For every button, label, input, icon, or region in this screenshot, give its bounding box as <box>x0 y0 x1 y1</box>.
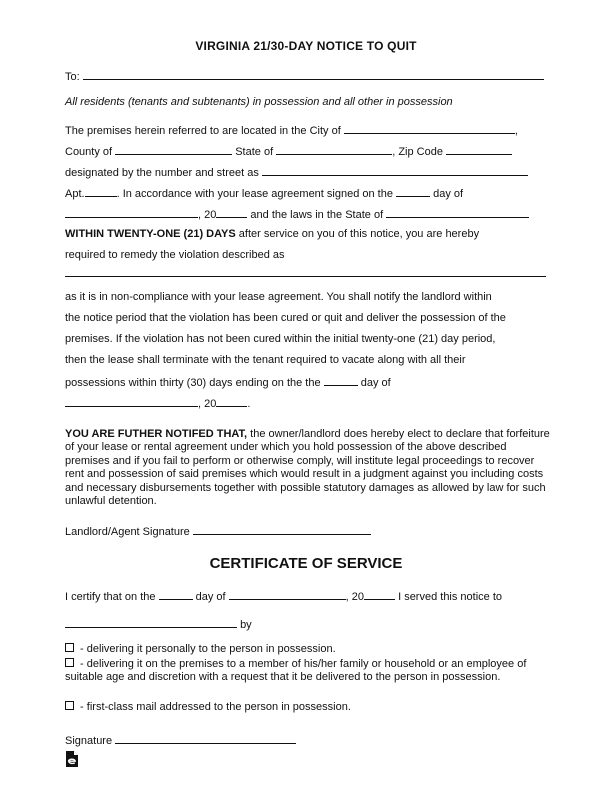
quit-day-field[interactable] <box>324 374 358 386</box>
within-line <box>65 227 479 241</box>
served-text: I served this notice to <box>398 591 503 603</box>
certify-label: I certify that on the <box>65 591 156 603</box>
by-label: by <box>240 619 252 631</box>
to-label: To: <box>65 71 80 83</box>
apt-label: Apt. <box>65 188 85 200</box>
within-rest: after service on you of this notice, you are hereby <box>235 228 480 240</box>
page-title: VIRGINIA 21/30-DAY NOTICE TO QUIT <box>195 39 417 53</box>
lease-text: . In accordance with your lease agreement signed on the <box>116 188 393 200</box>
body-line-5 <box>65 374 391 390</box>
designated-label: designated by the number and street as <box>65 167 259 179</box>
lease-month-field[interactable] <box>65 206 198 218</box>
within-bold: WITHIN TWENTY-ONE (21) DAYS <box>65 228 236 240</box>
quit-month-field[interactable] <box>65 395 198 407</box>
lease-year-field[interactable] <box>216 206 247 218</box>
state-label: State of <box>235 146 274 158</box>
certify-day-field[interactable] <box>159 588 193 600</box>
option-premises-checkbox[interactable] <box>65 658 74 667</box>
further-bold: YOU ARE FUTHER NOTIFED THAT, <box>65 428 248 440</box>
served-to-line <box>65 616 252 632</box>
lease-date-line <box>65 206 529 222</box>
quit-year-field[interactable] <box>216 395 247 407</box>
signature-label: Signature <box>65 735 113 747</box>
served-to-field[interactable] <box>65 616 237 628</box>
residents-line: All residents (tenants and subtenants) in possession and all other in possession <box>65 96 453 108</box>
laws-state-field[interactable] <box>386 206 529 218</box>
zip-field[interactable] <box>446 143 512 155</box>
to-line <box>65 68 544 84</box>
option-personal-text: - delivering it personally to the person in possession. <box>77 643 336 655</box>
designated-line <box>65 164 528 180</box>
apt-field[interactable] <box>85 185 117 197</box>
to-field[interactable] <box>83 68 544 80</box>
body-line-1: as it is in non-compliance with your lease agreement. You shall notify the landlord within <box>65 291 492 303</box>
option-personal <box>65 643 551 656</box>
certificate-heading: CERTIFICATE OF SERVICE <box>209 555 403 572</box>
county-field[interactable] <box>115 143 232 155</box>
county-label: County of <box>65 146 113 158</box>
required-line: required to remedy the violation described as <box>65 249 285 261</box>
option-premises <box>65 658 551 685</box>
day-of-label: day of <box>433 188 464 200</box>
certify-month-field[interactable] <box>229 588 346 600</box>
laws-text: and the laws in the State of <box>250 209 384 221</box>
body-line-2: the notice period that the violation has been cured or quit and deliver the possession of the <box>65 312 506 324</box>
state-field[interactable] <box>276 143 392 155</box>
option-mail <box>65 701 551 714</box>
lease-year-prefix: , 20 <box>198 209 217 221</box>
quit-year-prefix: , 20 <box>198 398 217 410</box>
violation-field[interactable] <box>65 276 546 277</box>
certify-year-prefix: , 20 <box>345 591 365 603</box>
option-premises-text: - delivering it on the premises to a member of his/her family or household or an employee of suitable age and discretion with a request that it be delivered to the person in possession. <box>65 658 527 684</box>
body-line-4: then the lease shall terminate with the tenant required to vacate along with all their <box>65 354 466 366</box>
body-line-3: premises. If the violation has not been cured within the initial twenty-one (21) day period, <box>65 333 496 345</box>
quit-date-line <box>65 395 250 411</box>
city-field[interactable] <box>344 122 515 134</box>
landlord-signature-field[interactable] <box>193 523 371 535</box>
certify-day-of: day of <box>195 591 226 603</box>
eforms-logo-icon <box>65 751 79 767</box>
city-line: The premises herein referred to are located in the City of , <box>65 122 518 138</box>
landlord-signature-label: Landlord/Agent Signature <box>65 526 190 538</box>
street-field[interactable] <box>262 164 528 176</box>
premises-intro: The premises herein referred to are located in the City of <box>65 125 341 137</box>
apt-line <box>65 185 463 201</box>
further-text: the owner/landlord does hereby elect to declare that forfeiture of your lease or rental agreement under which you hold possession of the above described premises and if you fail to perform or otherwise comply, will institute legal proceedings to recover rent and possession of said premises which would result in a judgment against you including costs and necessary disbursements together with possible statutory damages as allowed by law for such unlawful detention. <box>65 428 550 508</box>
county-line <box>65 143 512 159</box>
landlord-signature-line <box>65 523 371 539</box>
certify-line <box>65 588 502 604</box>
quit-period: . <box>247 398 251 410</box>
certify-year-field[interactable] <box>364 588 395 600</box>
signature-line <box>65 732 296 748</box>
option-mail-checkbox[interactable] <box>65 701 74 710</box>
lease-day-field[interactable] <box>396 185 430 197</box>
option-mail-text: - first-class mail addressed to the person in possession. <box>77 701 351 713</box>
quit-day-of: day of <box>360 377 391 389</box>
option-personal-checkbox[interactable] <box>65 643 74 652</box>
further-notice-paragraph <box>65 428 551 508</box>
signature-field[interactable] <box>115 732 296 744</box>
body-line-5-text: possessions within thirty (30) days ending on the the <box>65 377 321 389</box>
zip-label: , Zip Code <box>392 146 443 158</box>
